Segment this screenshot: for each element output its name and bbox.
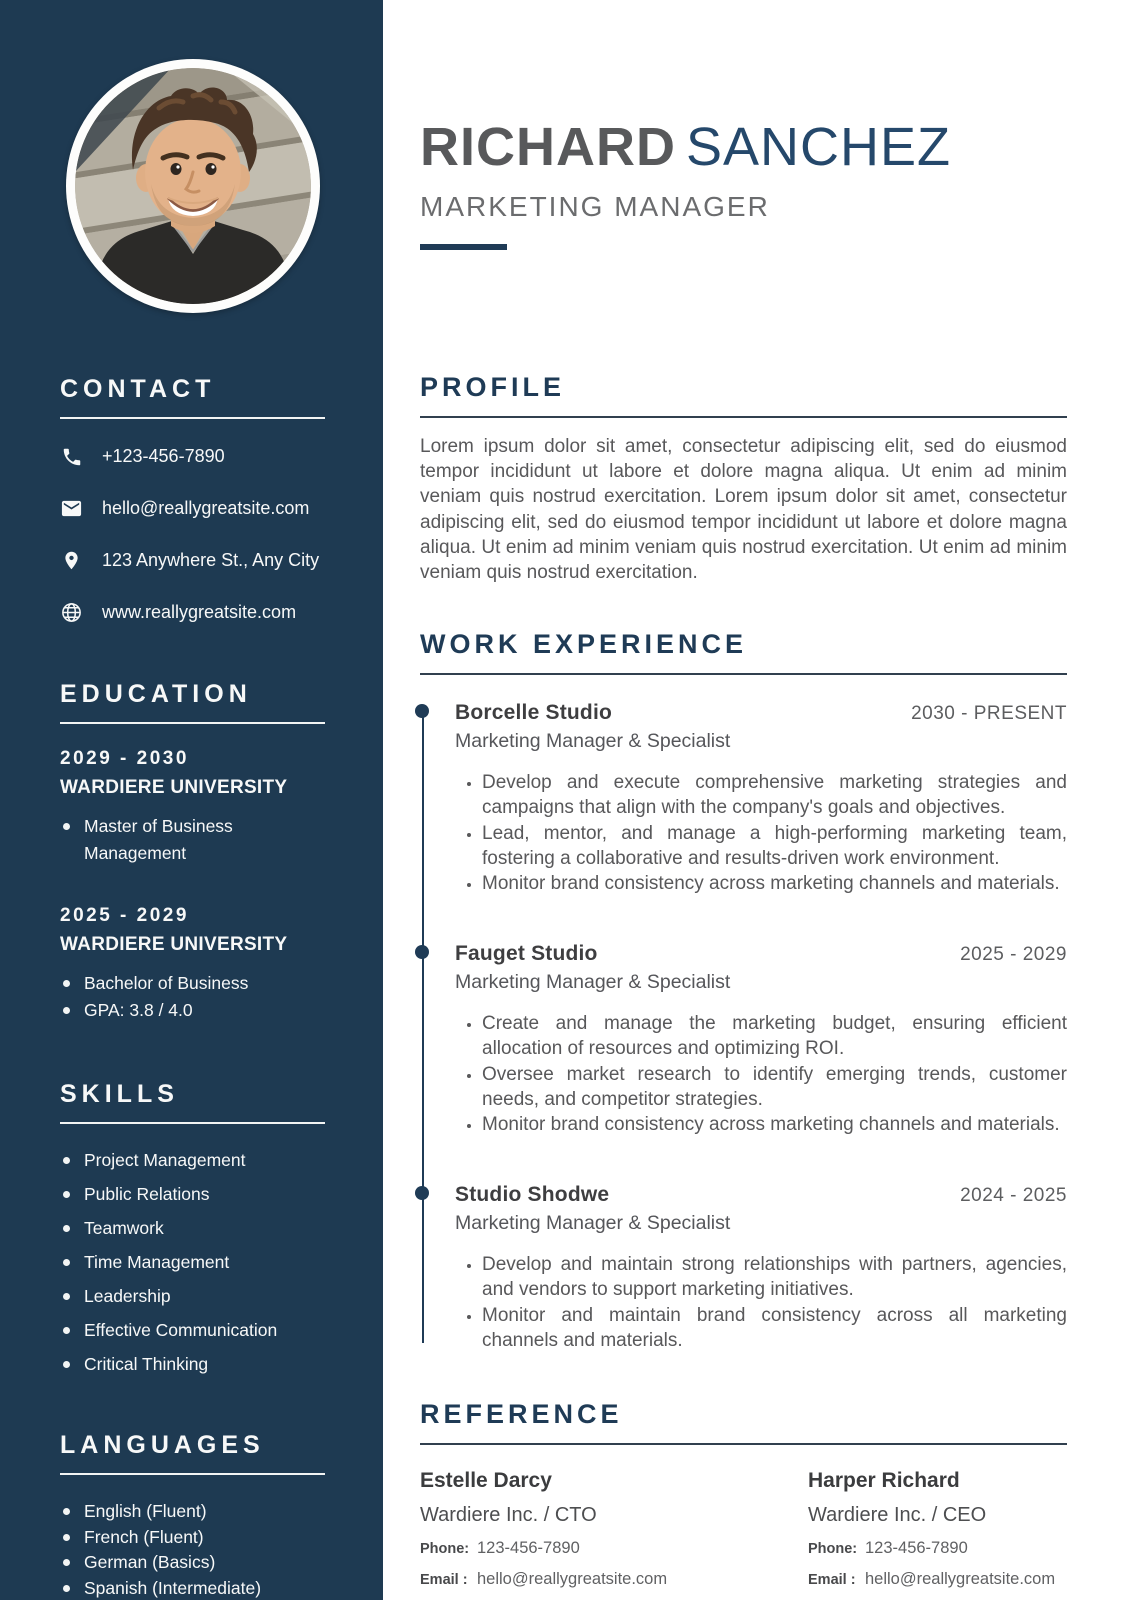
section-rule xyxy=(420,416,1067,418)
job-role: MARKETING MANAGER xyxy=(420,191,770,222)
languages-section xyxy=(60,1431,325,1599)
education-bullet: Master of Business Management xyxy=(60,813,325,867)
contact-address-text: 123 Anywhere St., Any City xyxy=(102,550,320,570)
job-company: Borcelle Studio xyxy=(455,701,613,725)
job-bullet: • Monitor and maintain brand consistency across all marketing channels and materials. xyxy=(482,1303,1067,1353)
timeline xyxy=(420,701,1067,1353)
job-title: Marketing Manager & Specialist xyxy=(455,1212,731,1235)
first-name: RICHARD xyxy=(420,117,676,177)
job-dates: 2024 - 2025 xyxy=(960,1185,1067,1207)
reference-email-value: hello@reallygreatsite.com xyxy=(865,1570,1056,1589)
reference-phone-label: Phone: xyxy=(420,1541,470,1558)
skill-item: Public Relations xyxy=(60,1184,325,1205)
contact-heading: CONTACT xyxy=(60,375,325,419)
skills-section xyxy=(60,1080,325,1375)
job-bullet: • Monitor brand consistency across marketing channels and materials. xyxy=(482,871,1067,896)
reference-phone-value: 123-456-7890 xyxy=(477,1539,580,1558)
education-school: WARDIERE UNIVERSITY xyxy=(60,777,288,798)
reference-phone-value: 123-456-7890 xyxy=(865,1539,968,1558)
job-bullet: • Create and manage the marketing budget, ensuring efficient allocation of resources and optimizing ROI. xyxy=(482,1011,1067,1061)
languages-list xyxy=(60,1501,325,1599)
reference-section xyxy=(420,1399,1067,1589)
header xyxy=(420,116,1067,250)
timeline-dot xyxy=(415,704,429,718)
job-bullet: • Develop and execute comprehensive marketing strategies and campaigns that align with the company's goals and objectives. xyxy=(482,770,1067,820)
job-bullet: • Lead, mentor, and manage a high-performing marketing team, fostering a collaborative and results-driven work environment. xyxy=(482,821,1067,871)
language-item: French (Fluent) xyxy=(60,1527,325,1548)
contact-section xyxy=(60,375,325,624)
timeline-dot xyxy=(415,945,429,959)
job-company: Fauget Studio xyxy=(455,942,598,966)
job-bullet: • Develop and maintain strong relationships with partners, agencies, and vendors to support marketing initiatives. xyxy=(482,1252,1067,1302)
contact-phone-text: +123-456-7890 xyxy=(102,446,225,466)
education-dates: 2025 - 2029 xyxy=(60,905,189,926)
education-school: WARDIERE UNIVERSITY xyxy=(60,934,288,955)
job-title: Marketing Manager & Specialist xyxy=(455,971,731,994)
reference-email-label: Email : xyxy=(808,1572,856,1589)
profile-photo xyxy=(66,59,320,313)
mail-icon xyxy=(60,497,83,520)
skills-list xyxy=(60,1150,325,1375)
sidebar xyxy=(0,0,383,1600)
job-entry xyxy=(455,942,1067,1137)
profile-heading: PROFILE xyxy=(420,372,566,402)
reference-company: Wardiere Inc. / CEO xyxy=(808,1504,987,1527)
skill-item: Teamwork xyxy=(60,1218,325,1239)
language-item: Spanish (Intermediate) xyxy=(60,1578,325,1599)
reference-entry xyxy=(808,1469,1067,1589)
contact-item-address xyxy=(60,549,325,572)
language-item: German (Basics) xyxy=(60,1552,325,1573)
education-bullets xyxy=(60,970,325,1024)
reference-name: Estelle Darcy xyxy=(420,1469,552,1493)
reference-name: Harper Richard xyxy=(808,1469,960,1493)
job-bullets xyxy=(455,1252,1067,1353)
resume-main xyxy=(383,0,1131,1600)
education-bullet: Bachelor of Business xyxy=(60,970,325,997)
skill-item: Project Management xyxy=(60,1150,325,1171)
education-entry xyxy=(60,748,325,867)
education-bullets xyxy=(60,813,325,867)
skill-item: Time Management xyxy=(60,1252,325,1273)
job-entry xyxy=(455,1183,1067,1353)
timeline-dot xyxy=(415,1186,429,1200)
job-entry xyxy=(455,701,1067,896)
globe-icon xyxy=(60,601,83,624)
phone-icon xyxy=(60,445,83,468)
skills-heading: SKILLS xyxy=(60,1080,325,1124)
contact-item-phone xyxy=(60,445,325,468)
job-company: Studio Shodwe xyxy=(455,1183,610,1207)
reference-phone-label: Phone: xyxy=(808,1541,858,1558)
section-rule xyxy=(420,1443,1067,1445)
education-heading: EDUCATION xyxy=(60,680,325,724)
last-name: SANCHEZ xyxy=(686,117,952,177)
skill-item: Effective Communication xyxy=(60,1320,325,1341)
job-bullets xyxy=(455,770,1067,896)
skill-item: Critical Thinking xyxy=(60,1354,325,1375)
reference-entry xyxy=(420,1469,808,1589)
work-experience-section xyxy=(420,629,1067,1353)
contact-item-email xyxy=(60,497,325,520)
portrait-illustration xyxy=(75,68,311,304)
profile-section xyxy=(420,372,1067,585)
reference-email-value: hello@reallygreatsite.com xyxy=(477,1570,668,1589)
job-dates: 2025 - 2029 xyxy=(960,944,1067,966)
page-title xyxy=(420,116,1067,178)
language-item: English (Fluent) xyxy=(60,1501,325,1522)
work-experience-heading: WORK EXPERIENCE xyxy=(420,629,748,660)
reference-heading: REFERENCE xyxy=(420,1399,623,1430)
location-pin-icon xyxy=(60,549,83,572)
education-bullet: GPA: 3.8 / 4.0 xyxy=(60,997,325,1024)
skill-item: Leadership xyxy=(60,1286,325,1307)
job-title: Marketing Manager & Specialist xyxy=(455,730,731,753)
reference-company: Wardiere Inc. / CTO xyxy=(420,1504,597,1527)
section-rule xyxy=(420,673,1067,675)
education-dates: 2029 - 2030 xyxy=(60,748,189,769)
contact-website-text: www.reallygreatsite.com xyxy=(102,602,297,622)
job-bullets xyxy=(455,1011,1067,1137)
languages-heading: LANGUAGES xyxy=(60,1431,325,1475)
education-section xyxy=(60,680,325,1024)
contact-item-website xyxy=(60,601,325,624)
job-dates: 2030 - PRESENT xyxy=(911,703,1067,725)
profile-text: Lorem ipsum dolor sit amet, consectetur adipiscing elit, sed do eiusmod tempor incididunt ut labore et dolore magna aliqua. Ut enim ad minim veniam quis nostrud exercitation. Lorem ipsum dolor sit amet, consectetur adipiscing elit, sed do eiusmod tempor incididunt ut labore et dolore magna aliqua. Ut enim ad minim veniam quis nostrud exercitation. Ut enim ad minim veniam quis nostrud exercitation. xyxy=(420,436,1067,584)
reference-email-label: Email : xyxy=(420,1572,468,1589)
contact-email-text: hello@reallygreatsite.com xyxy=(102,498,310,518)
job-bullet: • Oversee market research to identify emerging trends, customer needs, and competitor strategies. xyxy=(482,1062,1067,1112)
job-bullet: • Monitor brand consistency across marketing channels and materials. xyxy=(482,1112,1067,1137)
accent-bar xyxy=(420,244,507,250)
education-entry xyxy=(60,905,325,1024)
